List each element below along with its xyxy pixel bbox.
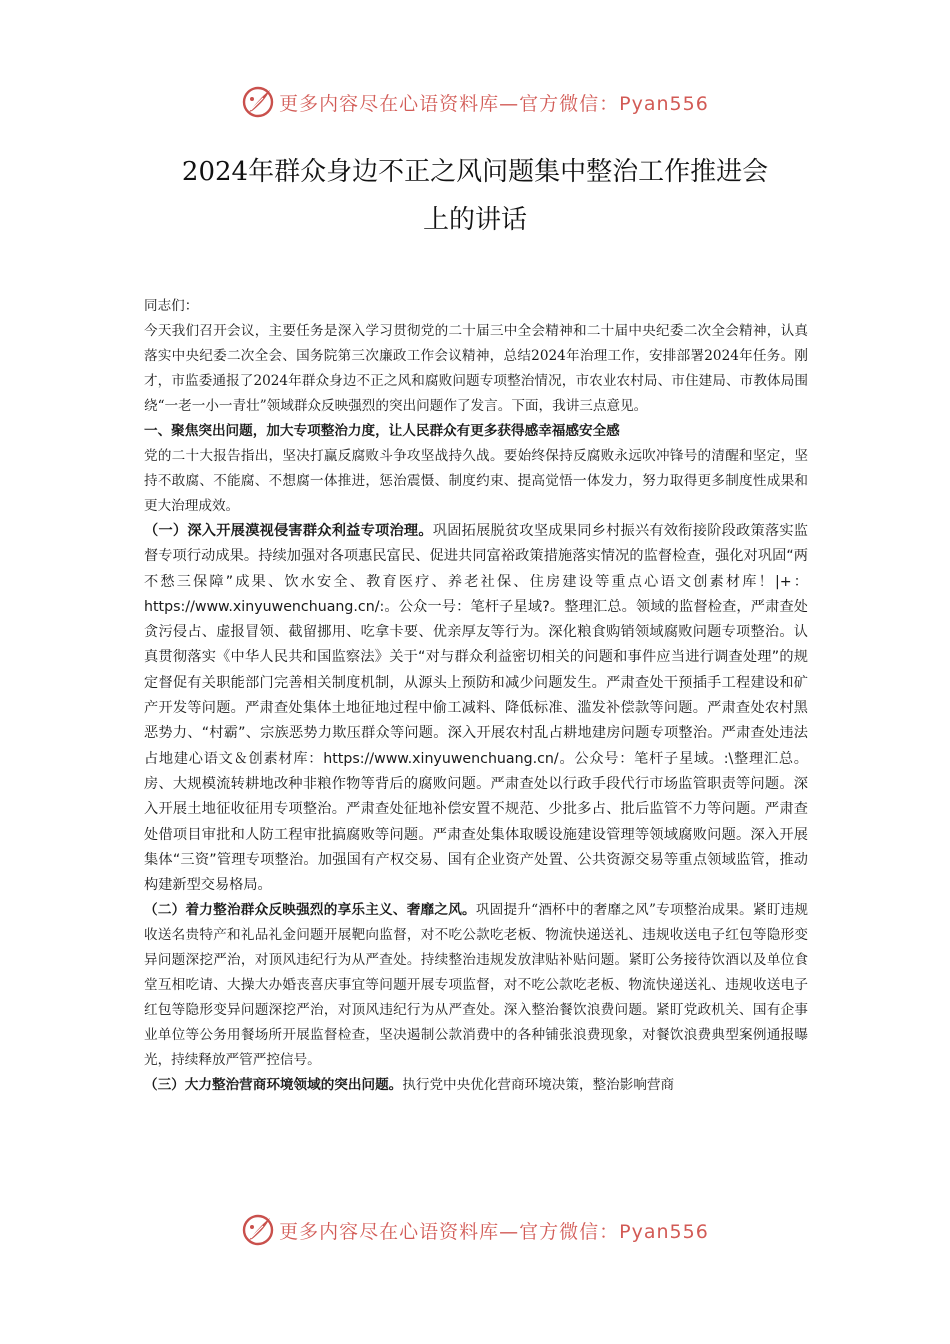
quill-pen-logo-icon <box>241 1213 275 1247</box>
header-watermark <box>0 82 950 122</box>
subsection-1-lead: （一）深入开展漠视侵害群众利益专项治理。 <box>144 523 433 539</box>
watermark-text: 更多内容尽在心语资料库—官方微信：Pyan556 <box>279 92 709 115</box>
watermark-text: 更多内容尽在心语资料库—官方微信：Pyan556 <box>279 1220 709 1243</box>
intro-paragraph: 今天我们召开会议，主要任务是深入学习贯彻党的二十届三中全会精神和二十届中央纪委二次全会精神，认真落实中央纪委二次全会、国务院第三次廉政工作会议精神，总结2024年治理工作，安排部署2024年任务。刚才，市监委通报了2024年群众身边不正之风和腐败问题专项整治情况，市农业农村局、市住建局、市教体局围绕“一老一小一青壮”领域群众反映强烈的突出问题作了发言。下面，我讲三点意见。 <box>144 323 808 414</box>
subsection-1-body: 巩固拓展脱贫攻坚成果同乡村振兴有效衔接阶段政策落实监督专项行动成果。持续加强对各项惠民富民、促进共同富裕政策措施落实情况的监督检查，强化对巩固“两不愁三保障”成果、饮水安全、教育医疗、养老社保、住房建设等重点心语文创素材库！|+：https://www.xinyuwenchuang.cn/:。公众一号：笔杆子星域?。整理汇总。领域的监督检查，严肃查处贪污侵占、虚报冒领、截留挪用、吃拿卡要、优亲厚友等行为。深化粮食购销领域腐败问题专项整治。认真贯彻落实《中华人民共和国监察法》关于“对与群众利益密切相关的问题和事件应当进行调查处理”的规定督促有关职能部门完善相关制度机制，从源头上预防和减少问题发生。严肃查处干预插手工程建设和矿产开发等问题。严肃查处集体土地征地过程中偷工减料、降低标准、滥发补偿款等问题。严肃查处农村黑恶势力、“村霸”、宗族恶势力欺压群众等问题。深入开展农村乱占耕地建房问题专项整治。严肃查处违法占地建心语文＆创素材库：https://www.xinyuwenchuang.cn/。公众号：笔杆子星域。:\整理汇总。房、大规模流转耕地改种非粮作物等背后的腐败问题。严肃查处以行政手段代行市场监管职责等问题。深入开展土地征收征用专项整治。严肃查处征地补偿安置不规范、少批多占、批后监管不力等问题。严肃查处借项目审批和人防工程审批搞腐败等问题。严肃查处集体取暖设施建设管理等领域腐败问题。深入开展集体“三资”管理专项整治。加强国有产权交易、国有企业资产处置、公共资源交易等重点领域监管，推动构建新型交易格局。 <box>144 523 808 894</box>
section-heading-1: 一、聚焦突出问题，加大专项整治力度，让人民群众有更多获得感幸福感安全感 <box>144 423 620 439</box>
subsection-1 <box>144 519 808 898</box>
subsection-3 <box>144 1073 808 1098</box>
paragraph-1: 党的二十大报告指出，坚决打赢反腐败斗争攻坚战持久战。要始终保持反腐败永远吹冲锋号的清醒和坚定，坚持不敢腐、不能腐、不想腐一体推进，惩治震慑、制度约束、提高觉悟一体发力，努力取得更多制度性成果和更大治理成效。 <box>144 448 808 514</box>
footer-watermark <box>0 1210 950 1250</box>
subsection-3-body: 执行党中央优化营商环境决策，整治影响营商 <box>402 1077 675 1094</box>
subsection-3-lead: （三）大力整治营商环境领域的突出问题。 <box>144 1077 403 1094</box>
subsection-2-lead: （二）着力整治群众反映强烈的享乐主义、奢靡之风。 <box>144 902 476 919</box>
page-title <box>120 148 830 244</box>
subsection-2 <box>144 898 808 1073</box>
title-line-2: 上的讲话 <box>422 205 527 235</box>
salutation: 同志们： <box>144 298 199 314</box>
subsection-2-body: 巩固提升“酒杯中的奢靡之风”专项整治成果。紧盯违规收送名贵特产和礼品礼金问题开展靶向监督，对不吃公款吃老板、物流快递送礼、违规收送电子红包等隐形变异问题深挖严治，对顶风违纪行为从严查处。持续整治违规发放津贴补贴问题。紧盯公务接待饮酒以及单位食堂互相吃请、大操大办婚丧喜庆事宜等问题开展专项监督，对不吃公款吃老板、物流快递送礼、违规收送电子红包等隐形变异问题深挖严治，对顶风违纪行为从严查处。深入整治餐饮浪费问题。紧盯党政机关、国有企事业单位等公务用餐场所开展监督检查，坚决遏制公款消费中的各种铺张浪费现象，对餐饮浪费典型案例通报曝光，持续释放严管严控信号。 <box>144 902 808 1069</box>
quill-pen-logo-icon <box>241 85 275 119</box>
title-line-1: 2024年群众身边不正之风问题集中整治工作推进会 <box>181 157 769 187</box>
document-body <box>144 294 808 1098</box>
